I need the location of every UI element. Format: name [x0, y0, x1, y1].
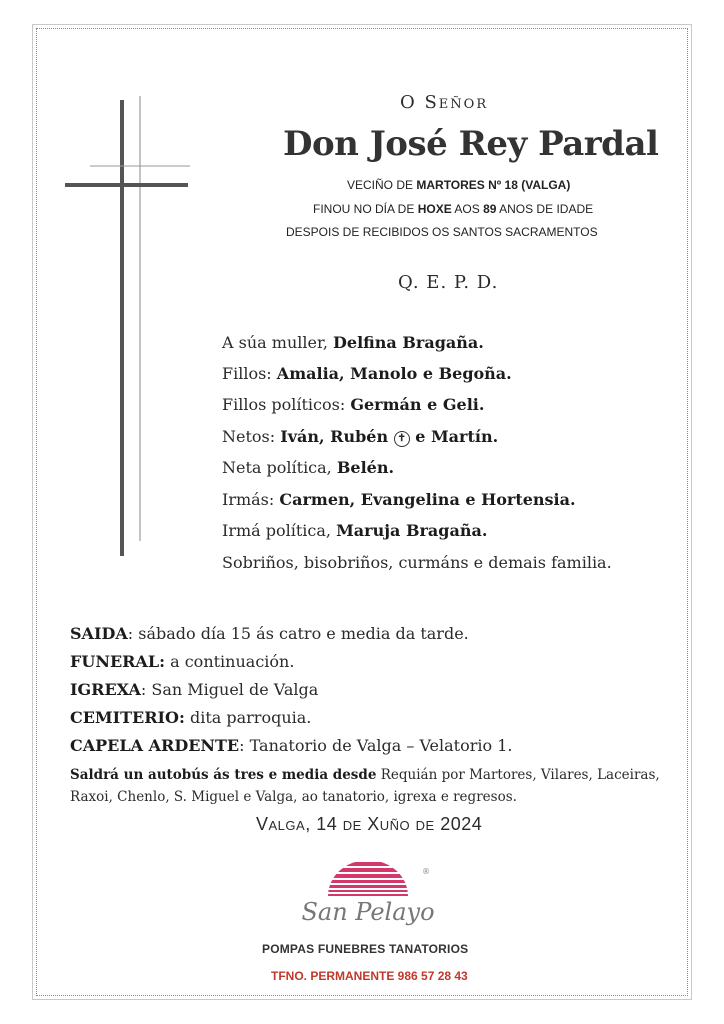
family-children: Fillos: Amalia, Manolo e Begoña. [222, 364, 512, 383]
registered-mark: ® [422, 867, 430, 876]
detail-saida: SAIDA: sábado día 15 ás catro e media da tarde. [70, 624, 469, 643]
death-line: FINOU NO DÍA DE HOXE AOS 89 ANOS DE IDADE [313, 202, 594, 216]
sacraments-line: DESPOIS DE RECIBIDOS OS SANTOS SACRAMENTOS [286, 225, 598, 239]
family-sister-in-law: Irmá política, Maruja Bragaña. [222, 521, 488, 540]
cross-icon [60, 96, 200, 561]
company-name: POMPAS FUNEBRES TANATORIOS [262, 942, 469, 956]
residence-line: VECIÑO DE MARTORES Nº 18 (VALGA) [347, 178, 571, 192]
family-wife: A súa muller, Delfina Bragaña. [222, 333, 484, 352]
bus-notice: Saldrá un autobús ás tres e media desde Requián por Martores, Vilares, Laceiras, Raxoi, Chenlo, S. Miguel e Valga, ao tanatorio, igrexa e regresos. [70, 767, 660, 805]
title-prefix: O Señor [400, 92, 489, 113]
family-granddaughter-in-law: Neta política, Belén. [222, 458, 395, 477]
family-grandchildren: Netos: Iván, Rubén ✝ e Martín. [222, 427, 499, 446]
date-line: Valga, 14 de Xuño de 2024 [256, 814, 483, 834]
small-cross-icon: ✝ [394, 431, 410, 447]
family-children-in-law: Fillos políticos: Germán e Geli. [222, 395, 485, 414]
family-sisters: Irmás: Carmen, Evangelina e Hortensia. [222, 490, 576, 509]
family-others: Sobriños, bisobriños, curmáns e demais familia. [222, 553, 612, 572]
logo-text: San Pelayo [301, 898, 435, 926]
phone-number: TFNO. PERMANENTE 986 57 28 43 [271, 969, 468, 983]
detail-funeral: FUNERAL: a continuación. [70, 652, 295, 671]
san-pelayo-logo [298, 860, 438, 930]
detail-capela: CAPELA ARDENTE: Tanatorio de Valga – Velatorio 1. [70, 736, 513, 755]
detail-igrexa: IGREXA: San Miguel de Valga [70, 680, 319, 699]
detail-cemiterio: CEMITERIO: dita parroquia. [70, 708, 312, 727]
qepd: Q. E. P. D. [398, 272, 499, 293]
deceased-name: Don José Rey Pardal [283, 124, 659, 164]
